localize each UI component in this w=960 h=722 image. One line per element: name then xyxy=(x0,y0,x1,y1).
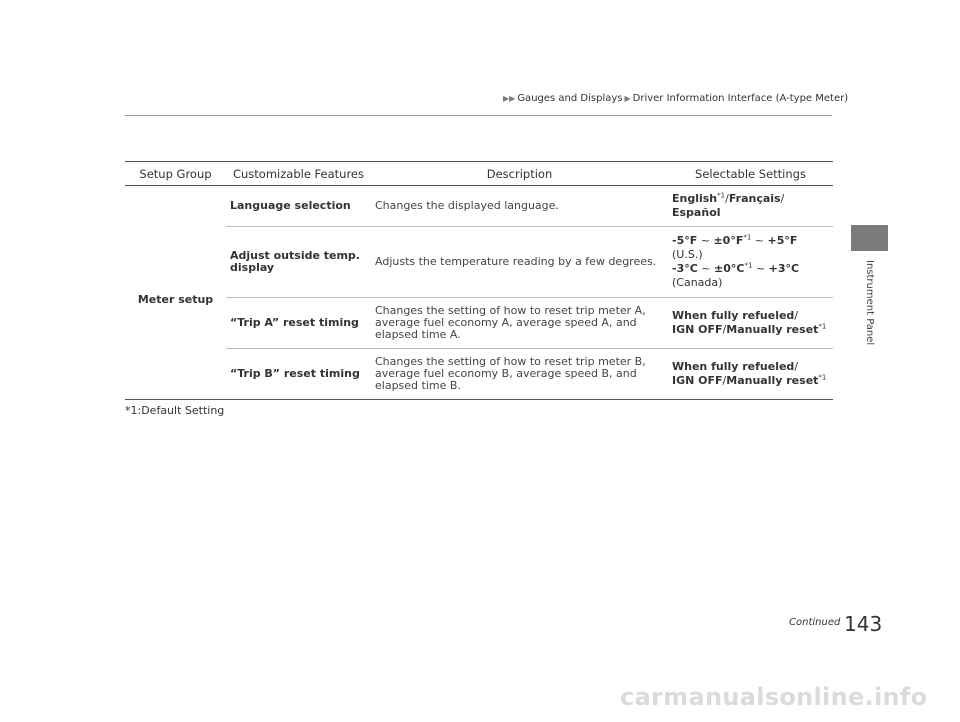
arrow-icon: ▶ xyxy=(624,94,631,103)
table-row xyxy=(125,298,833,349)
description-cell: Changes the setting of how to reset trip meter B, average fuel economy B, average speed B, and elapsed time B. xyxy=(371,349,668,400)
feature-cell: Adjust outside temp. display xyxy=(226,227,371,298)
description-cell: Changes the displayed language. xyxy=(371,186,668,227)
breadcrumb-section: Gauges and Displays xyxy=(517,93,623,104)
breadcrumb-subsection: Driver Information Interface (A-type Meter) xyxy=(632,93,849,104)
header-settings: Selectable Settings xyxy=(668,162,833,186)
double-arrow-icon: ▶▶ xyxy=(503,94,516,103)
settings-cell: -5°F ~ $\pm 0^\circ F^{*1}$ ~ +5°F (U.S.) -3°C ~ $\pm 0^\circ C^{*1}$ ~ +3°C (Canada) xyxy=(668,227,833,298)
continued-label: Continued xyxy=(789,617,841,628)
breadcrumb xyxy=(503,93,848,104)
settings-table xyxy=(125,161,833,400)
feature-cell: “Trip A” reset timing xyxy=(226,298,371,349)
settings-cell: When fully refueled/ IGN OFF/Manually reset$^{*1}$ xyxy=(668,349,833,400)
table-row xyxy=(125,227,833,298)
feature-cell: “Trip B” reset timing xyxy=(226,349,371,400)
watermark: carmanualsonline.info xyxy=(620,683,928,711)
page-number: 143 xyxy=(844,612,883,636)
feature-cell: Language selection xyxy=(226,186,371,227)
chapter-tab xyxy=(851,225,888,251)
header-setup-group: Setup Group xyxy=(125,162,226,186)
settings-cell: English$^{*1}$/Français/ Español xyxy=(668,186,833,227)
setup-group-cell: Meter setup xyxy=(125,186,226,400)
description-cell: Adjusts the temperature reading by a few degrees. xyxy=(371,227,668,298)
header-rule xyxy=(125,115,832,116)
header-description: Description xyxy=(371,162,668,186)
chapter-label: Instrument Panel xyxy=(864,260,875,346)
description-cell: Changes the setting of how to reset trip meter A, average fuel economy A, average speed A, and elapsed time A. xyxy=(371,298,668,349)
footnote: *1:Default Setting xyxy=(125,404,225,417)
header-features: Customizable Features xyxy=(226,162,371,186)
table-header-row xyxy=(125,162,833,186)
table-row xyxy=(125,186,833,227)
settings-cell: When fully refueled/ IGN OFF/Manually reset$^{*1}$ xyxy=(668,298,833,349)
table-row xyxy=(125,349,833,400)
